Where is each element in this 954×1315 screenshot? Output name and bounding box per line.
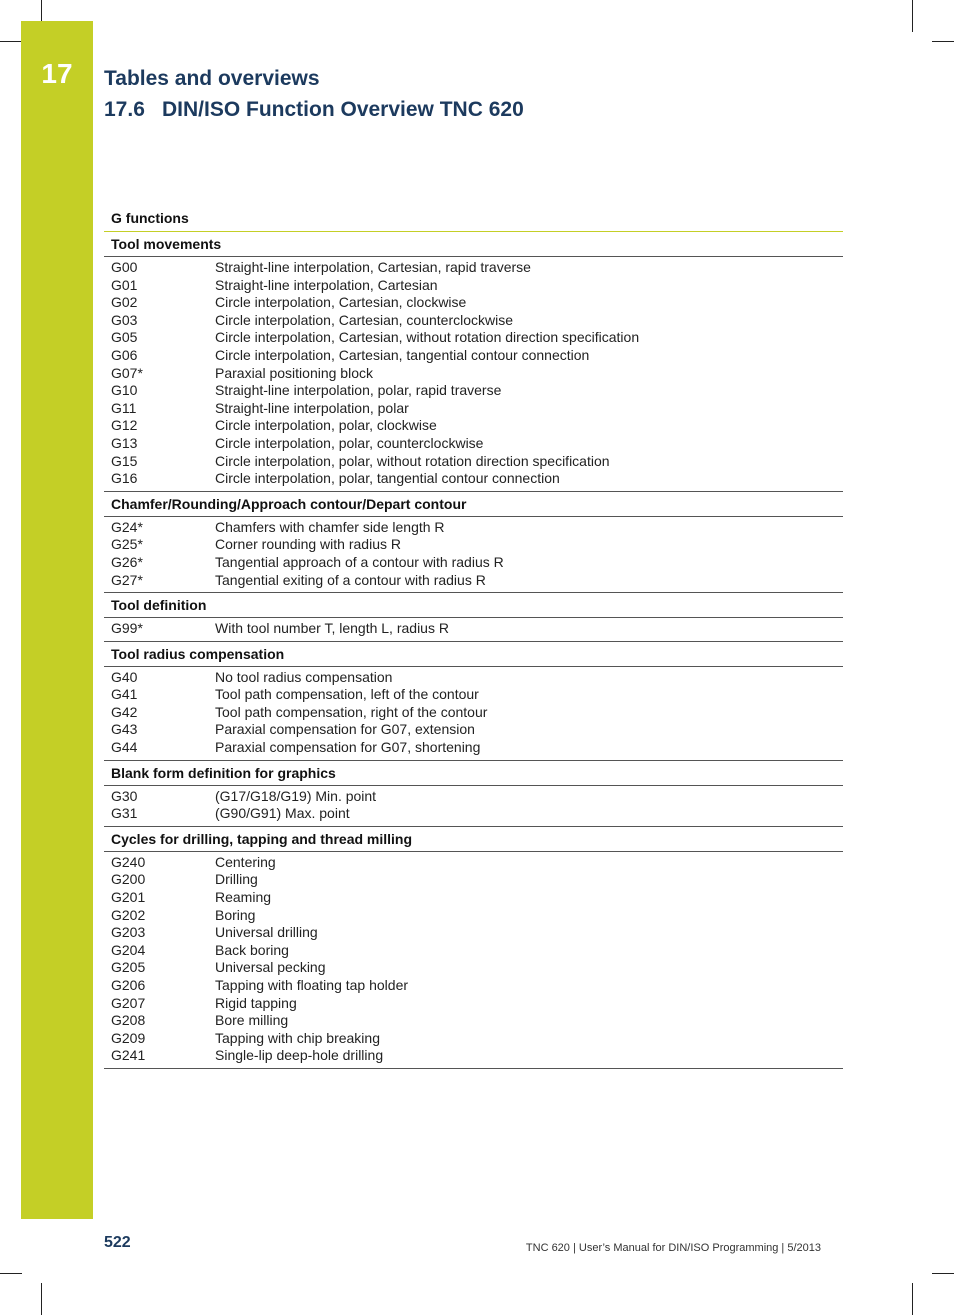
g-code: G00 (111, 259, 138, 275)
table-row (104, 805, 843, 823)
table-row (104, 977, 843, 995)
table-row (104, 382, 843, 400)
g-code: G44 (111, 739, 138, 756)
group-body (104, 618, 843, 642)
g-code: G03 (111, 311, 138, 328)
group-body (104, 786, 843, 827)
g-code: G11 (111, 399, 137, 416)
g-code: G42 (111, 703, 138, 720)
crop-mark (912, 0, 913, 32)
crop-mark (932, 1273, 954, 1274)
table-row (104, 554, 843, 572)
chapter-number: 17 (41, 58, 73, 89)
g-code: G16 (111, 470, 138, 487)
section-title (104, 98, 524, 122)
section-number: 17.6 (104, 98, 145, 121)
footer-text: TNC 620 | User’s Manual for DIN/ISO Programming | 5/2013 (525, 1242, 821, 1254)
g-code-description: Universal drilling (215, 924, 318, 941)
table-row (104, 572, 843, 590)
table-row (104, 854, 843, 872)
table-row (104, 259, 843, 277)
g-code-description: Universal pecking (215, 959, 326, 976)
g-code-description: Paraxial compensation for G07, extension (215, 721, 475, 738)
table-row (104, 620, 843, 638)
g-code: G40 (111, 668, 138, 685)
table-row (104, 788, 843, 806)
g-code: G24* (111, 518, 143, 535)
table-row (104, 400, 843, 418)
g-code-description: Circle interpolation, Cartesian, clockwise (215, 294, 467, 311)
table-row (104, 721, 843, 739)
chapter-title: Tables and overviews (104, 67, 320, 90)
g-code-description: Straight-line interpolation, Cartesian, rapid traverse (215, 259, 531, 275)
g-code: G201 (111, 889, 146, 906)
g-code: G26* (111, 553, 143, 570)
table-row (104, 871, 843, 889)
g-code-description: Circle interpolation, polar, counterclockwise (215, 434, 484, 451)
table-row (104, 942, 843, 960)
g-code-description: Centering (215, 853, 276, 870)
table-row (104, 924, 843, 942)
crop-mark (0, 41, 22, 42)
group-heading: Tool definition (104, 593, 843, 618)
table-row (104, 959, 843, 977)
g-code-description: Circle interpolation, Cartesian, counterclockwise (215, 311, 514, 328)
table-row (104, 417, 843, 435)
g-code-description: Tangential exiting of a contour with radius R (215, 571, 486, 588)
table-row (104, 312, 843, 330)
group-body (104, 667, 843, 761)
g-code-description: Single-lip deep-hole drilling (215, 1047, 384, 1064)
g-code: G15 (111, 452, 138, 469)
g-code-description: Straight-line interpolation, polar, rapid traverse (215, 382, 502, 399)
g-code-description: Boring (215, 906, 256, 923)
g-code: G41 (111, 686, 138, 703)
g-code: G205 (111, 959, 146, 976)
g-code-description: Paraxial positioning block (215, 364, 373, 381)
table-row (104, 995, 843, 1013)
g-code-description: Circle interpolation, polar, clockwise (215, 417, 437, 434)
group-heading: Tool radius compensation (104, 642, 843, 667)
g-code-description: Bore milling (215, 1012, 289, 1029)
group-body (104, 257, 843, 492)
crop-mark (0, 1273, 22, 1274)
g-code-description: With tool number T, length L, radius R (215, 620, 449, 637)
g-code-description: (G17/G18/G19) Min. point (215, 787, 377, 804)
g-code: G05 (111, 329, 138, 346)
g-code: G202 (111, 906, 146, 923)
table-row (104, 435, 843, 453)
g-code: G203 (111, 924, 146, 941)
g-code-description: Chamfers with chamfer side length R (215, 518, 445, 535)
g-code-description: Back boring (215, 941, 289, 958)
g-code: G206 (111, 977, 146, 993)
crop-mark (41, 1283, 42, 1315)
chapter-side-bar (21, 21, 93, 1219)
table-row (104, 739, 843, 757)
g-code: G208 (111, 1012, 146, 1029)
g-code: G99* (111, 620, 143, 637)
g-code-description: (G90/G91) Max. point (215, 805, 350, 822)
g-code: G25* (111, 536, 143, 553)
table-row (104, 704, 843, 722)
group-body (104, 517, 843, 593)
g-code-description: Tangential approach of a contour with radius R (215, 553, 504, 570)
g-code: G31 (111, 805, 138, 822)
g-code-description: Tapping with floating tap holder (215, 977, 409, 993)
g-code: G02 (111, 294, 138, 311)
table-row (104, 519, 843, 537)
table-row (104, 347, 843, 365)
group-heading: Cycles for drilling, tapping and thread milling (104, 827, 843, 852)
g-code: G43 (111, 721, 138, 738)
g-code: G207 (111, 994, 146, 1011)
g-code: G241 (111, 1047, 146, 1064)
g-code-description: Paraxial compensation for G07, shortening (215, 739, 481, 756)
g-code: G240 (111, 853, 146, 870)
g-code: G13 (111, 434, 138, 451)
group-heading: Blank form definition for graphics (104, 761, 843, 786)
table-row (104, 669, 843, 687)
g-code-description: Circle interpolation, Cartesian, without rotation direction specification (215, 329, 640, 346)
g-code-description: Circle interpolation, polar, without rotation direction specification (215, 452, 610, 469)
table-title: G functions (104, 206, 843, 232)
table-row (104, 1047, 843, 1065)
g-code: G209 (111, 1029, 146, 1046)
table-row (104, 907, 843, 925)
g-functions-table (104, 206, 843, 1069)
group-heading: Tool movements (104, 232, 843, 257)
g-code: G10 (111, 382, 138, 399)
g-code: G200 (111, 871, 146, 888)
g-code: G204 (111, 941, 146, 958)
table-row (104, 329, 843, 347)
g-code: G07* (111, 364, 143, 381)
table-row (104, 294, 843, 312)
table-row (104, 470, 843, 488)
g-code-description: Tapping with chip breaking (215, 1029, 380, 1046)
g-code-description: Straight-line interpolation, polar (215, 399, 409, 416)
table-row (104, 365, 843, 383)
g-code: G12 (111, 417, 138, 434)
g-code: G27* (111, 571, 143, 588)
section-title-text: DIN/ISO Function Overview TNC 620 (162, 98, 524, 121)
g-code-description: Reaming (215, 889, 272, 906)
group-body (104, 852, 843, 1069)
table-row (104, 453, 843, 471)
table-row (104, 536, 843, 554)
crop-mark (932, 41, 954, 42)
g-code-description: No tool radius compensation (215, 668, 393, 685)
g-code-description: Tool path compensation, left of the contour (215, 686, 479, 703)
table-row (104, 277, 843, 295)
page-number: 522 (104, 1234, 131, 1251)
table-row (104, 1012, 843, 1030)
g-code-description: Rigid tapping (215, 994, 297, 1011)
g-code-description: Circle interpolation, polar, tangential contour connection (215, 470, 560, 487)
crop-mark (912, 1283, 913, 1315)
table-row (104, 1030, 843, 1048)
g-code-description: Straight-line interpolation, Cartesian (215, 276, 438, 293)
g-code-description: Corner rounding with radius R (215, 536, 401, 553)
table-row (104, 686, 843, 704)
g-code-description: Tool path compensation, right of the contour (215, 703, 488, 720)
g-code: G30 (111, 787, 138, 804)
g-code-description: Drilling (215, 871, 258, 888)
g-code: G06 (111, 346, 138, 363)
g-code: G01 (111, 276, 138, 293)
group-heading: Chamfer/Rounding/Approach contour/Depart contour (104, 492, 843, 517)
g-code-description: Circle interpolation, Cartesian, tangential contour connection (215, 346, 590, 363)
table-row (104, 889, 843, 907)
